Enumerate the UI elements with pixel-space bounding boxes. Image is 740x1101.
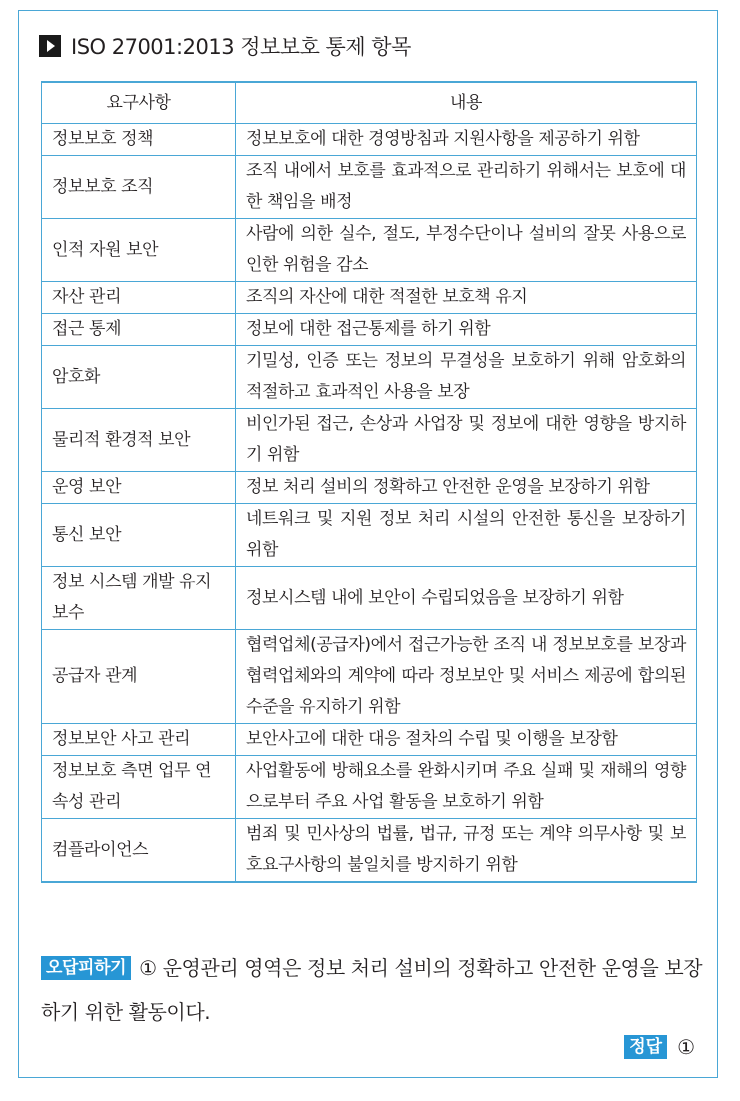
requirement-cell: 물리적 환경적 보안 [42,409,236,472]
requirement-cell: 정보보호 측면 업무 연속성 관리 [42,756,236,819]
answer-box [624,1035,695,1059]
content-cell: 범죄 및 민사상의 법률, 법규, 규정 또는 계약 의무사항 및 보호요구사항의 불일치를 방지하기 위함 [236,819,697,883]
table-row [42,819,697,883]
content-cell: 조직 내에서 보호를 효과적으로 관리하기 위해서는 보호에 대한 책임을 배정 [236,156,697,219]
content-cell: 비인가된 접근, 손상과 사업장 및 정보에 대한 영향을 방지하기 위함 [236,409,697,472]
wrong-answer-tag: 오답피하기 [41,956,131,980]
content-cell: 조직의 자산에 대한 적절한 보호책 유지 [236,282,697,314]
table-row [42,346,697,409]
content-cell: 네트워크 및 지원 정보 처리 시설의 안전한 통신을 보장하기 위함 [236,504,697,567]
table-row [42,282,697,314]
content-cell: 협력업체(공급자)에서 접근가능한 조직 내 정보보호를 보장과 협력업체와의 계약에 따라 정보보안 및 서비스 제공에 합의된 수준을 유지하기 위함 [236,630,697,724]
table-row [42,409,697,472]
header-requirement: 요구사항 [42,82,236,124]
requirement-cell: 통신 보안 [42,504,236,567]
requirement-cell: 자산 관리 [42,282,236,314]
wrong-answer-text: ① 운영관리 영역은 정보 처리 설비의 정확하고 안전한 운영을 보장하기 위한 활동이다. [41,956,703,1024]
requirement-cell: 운영 보안 [42,472,236,504]
content-cell: 정보보호에 대한 경영방침과 지원사항을 제공하기 위함 [236,124,697,156]
wrong-answer-note [41,946,703,1034]
table-row [42,567,697,630]
table-row [42,124,697,156]
requirement-cell: 정보 시스템 개발 유지보수 [42,567,236,630]
table-row [42,630,697,724]
header-content: 내용 [236,82,697,124]
controls-table [41,81,697,883]
table-row [42,504,697,567]
content-cell: 보안사고에 대한 대응 절차의 수립 및 이행을 보장함 [236,724,697,756]
answer-tag: 정답 [624,1035,667,1059]
requirement-cell: 정보보안 사고 관리 [42,724,236,756]
section-title: ISO 27001:2013 정보보호 통제 항목 [71,35,411,59]
requirement-cell: 암호화 [42,346,236,409]
section-heading [39,29,411,63]
table-row [42,472,697,504]
requirement-cell: 정보보호 조직 [42,156,236,219]
table-row [42,219,697,282]
content-cell: 정보에 대한 접근통제를 하기 위함 [236,314,697,346]
table-row [42,756,697,819]
table-header-row [42,82,697,124]
content-frame [18,10,718,1078]
content-cell: 기밀성, 인증 또는 정보의 무결성을 보호하기 위해 암호화의 적절하고 효과적인 사용을 보장 [236,346,697,409]
table-row [42,314,697,346]
requirement-cell: 컴플라이언스 [42,819,236,883]
content-cell: 정보 처리 설비의 정확하고 안전한 운영을 보장하기 위함 [236,472,697,504]
table-row [42,724,697,756]
content-cell: 사업활동에 방해요소를 완화시키며 주요 실패 및 재해의 영향으로부터 주요 사업 활동을 보호하기 위함 [236,756,697,819]
requirement-cell: 접근 통제 [42,314,236,346]
answer-value: ① [677,1035,695,1059]
play-square-icon [39,35,61,57]
requirement-cell: 공급자 관계 [42,630,236,724]
table-row [42,156,697,219]
content-cell: 사람에 의한 실수, 절도, 부정수단이나 설비의 잘못 사용으로 인한 위험을 감소 [236,219,697,282]
requirement-cell: 인적 자원 보안 [42,219,236,282]
content-cell: 정보시스템 내에 보안이 수립되었음을 보장하기 위함 [236,567,697,630]
requirement-cell: 정보보호 정책 [42,124,236,156]
